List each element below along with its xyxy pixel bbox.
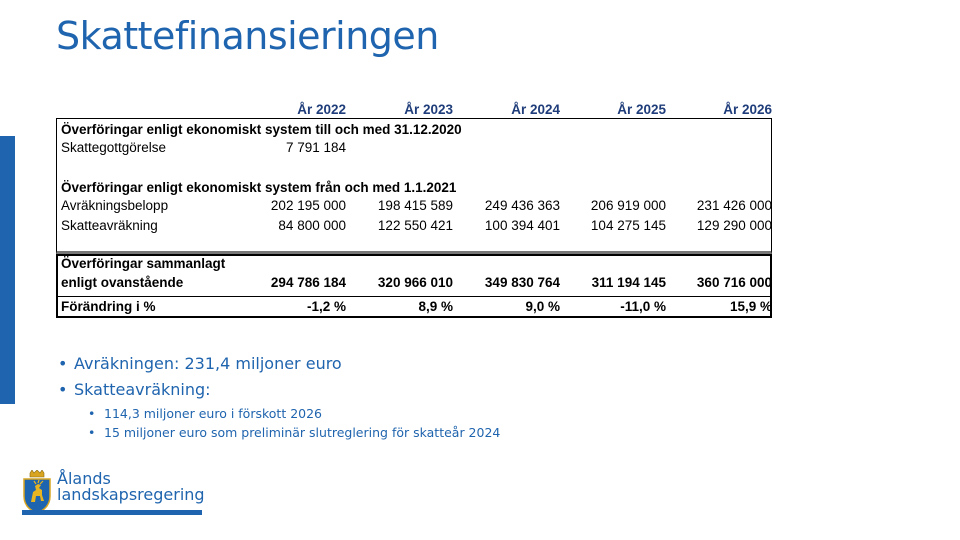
bullet-item: • Avräkningen: 231,4 miljoner euro: [58, 352, 500, 376]
sum-label-row: [56, 254, 776, 273]
coat-of-arms-icon: [22, 470, 52, 514]
sum-value: 320 966 010: [377, 275, 453, 290]
change-label: Förändring i %: [61, 299, 156, 314]
cell-value: 202 195 000: [270, 198, 346, 213]
sum-value: 294 786 184: [270, 275, 346, 290]
cell-value: 206 919 000: [590, 198, 666, 213]
change-row: [56, 297, 776, 316]
row-label: Skattegottgörelse: [61, 140, 167, 155]
sub-bullet-item: • 114,3 miljoner euro i förskott 2026: [58, 404, 500, 423]
sum-value: 311 194 145: [591, 275, 666, 290]
sub-bullet-item: • 15 miljoner euro som preliminär slutreglering för skatteår 2024: [58, 423, 500, 442]
sum-label-line2: enligt ovanstående: [61, 275, 184, 290]
cell-value: 198 415 589: [377, 198, 453, 213]
cell-value: 84 800 000: [278, 218, 346, 233]
bullet-item: • Skatteavräkning:: [58, 378, 500, 402]
row-label: Skatteavräkning: [61, 218, 158, 233]
sum-value: 360 716 000: [696, 275, 772, 290]
section-heading: Överföringar enligt ekonomiskt system till och med 31.12.2020: [61, 122, 462, 137]
bullet-list: [58, 352, 500, 442]
year-header: År 2023: [404, 102, 453, 117]
logo-text-line1: Ålands: [57, 469, 111, 488]
section-heading-row: [56, 120, 776, 139]
change-value: -11,0 %: [620, 299, 666, 314]
logo-text-line2: landskapsregering: [57, 485, 205, 504]
sum-value: 349 830 764: [484, 275, 560, 290]
table-header-row: [56, 100, 776, 119]
sum-row: [56, 273, 776, 292]
change-value: 8,9 %: [418, 299, 453, 314]
cell-value: 122 550 421: [377, 218, 453, 233]
table-row: [56, 196, 776, 215]
section-heading: Överföringar enligt ekonomiskt system från och med 1.1.2021: [61, 180, 457, 195]
year-header: År 2022: [297, 102, 346, 117]
accent-bar: [0, 136, 15, 404]
row-label: Avräkningsbelopp: [61, 198, 169, 213]
cell-value: 100 394 401: [484, 218, 560, 233]
cell-value: 104 275 145: [590, 218, 666, 233]
section-heading-row: [56, 178, 776, 197]
year-header: År 2026: [723, 102, 772, 117]
change-value: -1,2 %: [306, 299, 346, 314]
table-row: [56, 138, 776, 157]
change-value: 15,9 %: [729, 299, 772, 314]
sum-label-line1: Överföringar sammanlagt: [61, 256, 226, 271]
year-header: År 2025: [617, 102, 666, 117]
change-value: 9,0 %: [525, 299, 560, 314]
table-row: [56, 216, 776, 235]
cell-value: 231 426 000: [696, 198, 772, 213]
year-header: År 2024: [511, 102, 560, 117]
cell-value: 129 290 000: [696, 218, 772, 233]
logo: [22, 468, 204, 520]
page-title: Skattefinansieringen: [56, 14, 439, 58]
cell-value: 7 791 184: [285, 140, 346, 155]
logo-underline: [22, 510, 202, 515]
cell-value: 249 436 363: [484, 198, 560, 213]
